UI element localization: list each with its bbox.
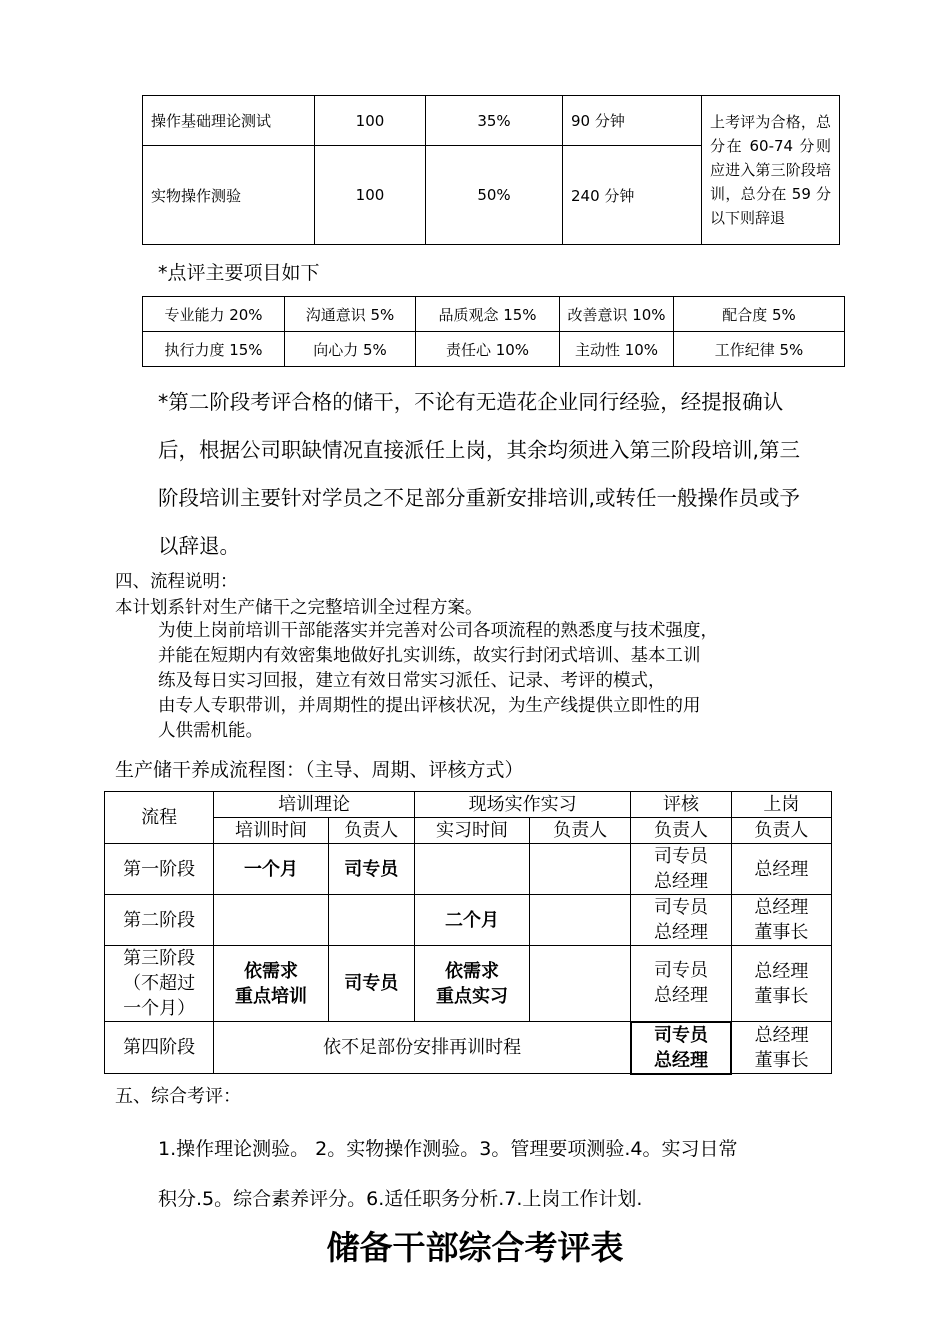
stage-line: （不超过 [123,973,196,994]
score-cell: 100 [315,146,426,245]
review-line: 总经理 [654,871,709,892]
post-owner [731,1022,831,1074]
header-process: 流程 [105,792,214,844]
post-line: 总经理 [754,897,809,918]
paragraph-line: 阶段培训主要针对学员之不足部分重新安排培训,或转任一般操作员或予 [158,486,801,510]
post-line: 董事长 [754,1049,809,1071]
intern-owner [530,946,631,1022]
train-time: 一个月 [214,844,328,895]
review-owner [631,1022,731,1074]
header-owner: 负责人 [631,818,731,844]
stage2-paragraph [158,378,863,570]
review-item: 品质观念 15% [416,297,560,332]
owner [328,895,414,946]
body-line: 并能在短期内有效密集地做好扎实训练，故实行封闭式培训、基本工训 [158,646,701,666]
section4-body [158,619,878,744]
stage-name: 第一阶段 [105,844,214,895]
intern-time [414,844,529,895]
review-item: 工作纪律 5% [674,332,845,367]
review-line: 总经理 [654,1049,709,1071]
item-cell: 操作基础理论测试 [143,96,315,146]
train-time [214,895,328,946]
review-item: 责任心 10% [416,332,560,367]
review-heading: *点评主要项目如下 [158,262,320,284]
stage-name: 第四阶段 [105,1022,214,1074]
pass-note: 上考评为合格，总分在 60-74 分则应进入第三阶段培训，总分在 59 分以下则辞退 [702,96,840,245]
section4-intro: 本计划系针对生产储干之完整培训全过程方案。 [115,598,483,618]
body-line: 由专人专职带训，并周期性的提出评核状况，为生产线提供立即性的用 [158,696,701,716]
paragraph-line: 后，根据公司职缺情况直接派任上岗，其余均须进入第三阶段培训,第三 [158,438,801,462]
post-owner [731,946,831,1022]
review-item: 向心力 5% [285,332,416,367]
items-line: 1.操作理论测验。 2。实物操作测验。3。管理要项测验.4。实习日常 [158,1138,738,1160]
review-owner [631,946,731,1022]
score-cell: 100 [315,96,426,146]
post-owner [731,844,831,895]
header-train-time: 培训时间 [214,818,328,844]
header-owner: 负责人 [530,818,631,844]
stage-name [105,946,214,1022]
header-owner: 负责人 [731,818,831,844]
intern-line: 重点实习 [436,985,508,1007]
train-time [214,946,328,1022]
review-line: 司专员 [654,897,709,918]
review-line: 司专员 [654,960,709,982]
post-line: 总经理 [754,960,809,982]
weight-cell: 50% [426,146,563,245]
assessment-table [142,95,840,245]
item-cell: 实物操作测验 [143,146,315,245]
items-line: 积分.5。综合素养评分。6.适任职务分析.7.上岗工作计划. [158,1188,643,1210]
weight-cell: 35% [426,96,563,146]
header-intern-time: 实习时间 [414,818,529,844]
header-review: 评核 [631,792,731,818]
header-post: 上岗 [731,792,831,818]
page-title: 储备干部综合考评表 [326,1228,624,1267]
flow-table [104,791,832,1075]
section4-title: 四、流程说明： [115,572,238,592]
review-item: 主动性 10% [560,332,674,367]
stage-line: 第三阶段 [123,948,196,969]
body-line: 人供需机能。 [158,721,263,741]
header-theory: 培训理论 [214,792,415,818]
train-line: 重点培训 [234,985,307,1007]
review-item: 改善意识 10% [560,297,674,332]
intern-time: 二个月 [414,895,529,946]
header-owner: 负责人 [328,818,414,844]
review-line: 总经理 [654,922,709,943]
post-line: 董事长 [754,922,809,943]
review-line: 司专员 [654,1024,709,1046]
post-line: 董事长 [754,985,809,1007]
flow-heading: 生产储干养成流程图：（主导、周期、评核方式） [115,759,524,781]
post-line: 总经理 [754,858,809,880]
body-line: 练及每日实习回报，建立有效日常实习派任、记录、考评的模式， [158,671,666,691]
stage-name: 第二阶段 [105,895,214,946]
review-item: 执行力度 15% [143,332,285,367]
section5-items [158,1124,737,1224]
owner: 司专员 [328,844,414,895]
review-items-table [142,296,845,367]
review-item: 沟通意识 5% [285,297,416,332]
review-owner [631,844,731,895]
review-item: 配合度 5% [674,297,845,332]
intern-owner [530,844,631,895]
intern-time [414,946,529,1022]
post-line: 总经理 [754,1024,809,1046]
body-line: 为使上岗前培训干部能落实并完善对公司各项流程的熟悉度与技术强度， [158,621,718,641]
stage-line: 一个月） [123,998,196,1019]
section5-title: 五、综合考评： [115,1086,241,1107]
review-line: 总经理 [654,985,709,1007]
intern-owner [530,895,631,946]
review-owner [631,895,731,946]
train-line: 依需求 [243,960,298,982]
owner: 司专员 [328,946,414,1022]
time-cell: 240 分钟 [563,146,702,245]
header-practice: 现场实作实习 [414,792,631,818]
intern-line: 依需求 [445,960,499,982]
retrain-schedule: 依不足部份安排再训时程 [214,1022,631,1074]
paragraph-line: 以辞退。 [158,534,240,558]
review-item: 专业能力 20% [143,297,285,332]
review-line: 司专员 [654,846,709,867]
paragraph-line: *第二阶段考评合格的储干，不论有无造花企业同行经验，经提报确认 [158,390,784,414]
post-owner [731,895,831,946]
time-cell: 90 分钟 [563,96,702,146]
